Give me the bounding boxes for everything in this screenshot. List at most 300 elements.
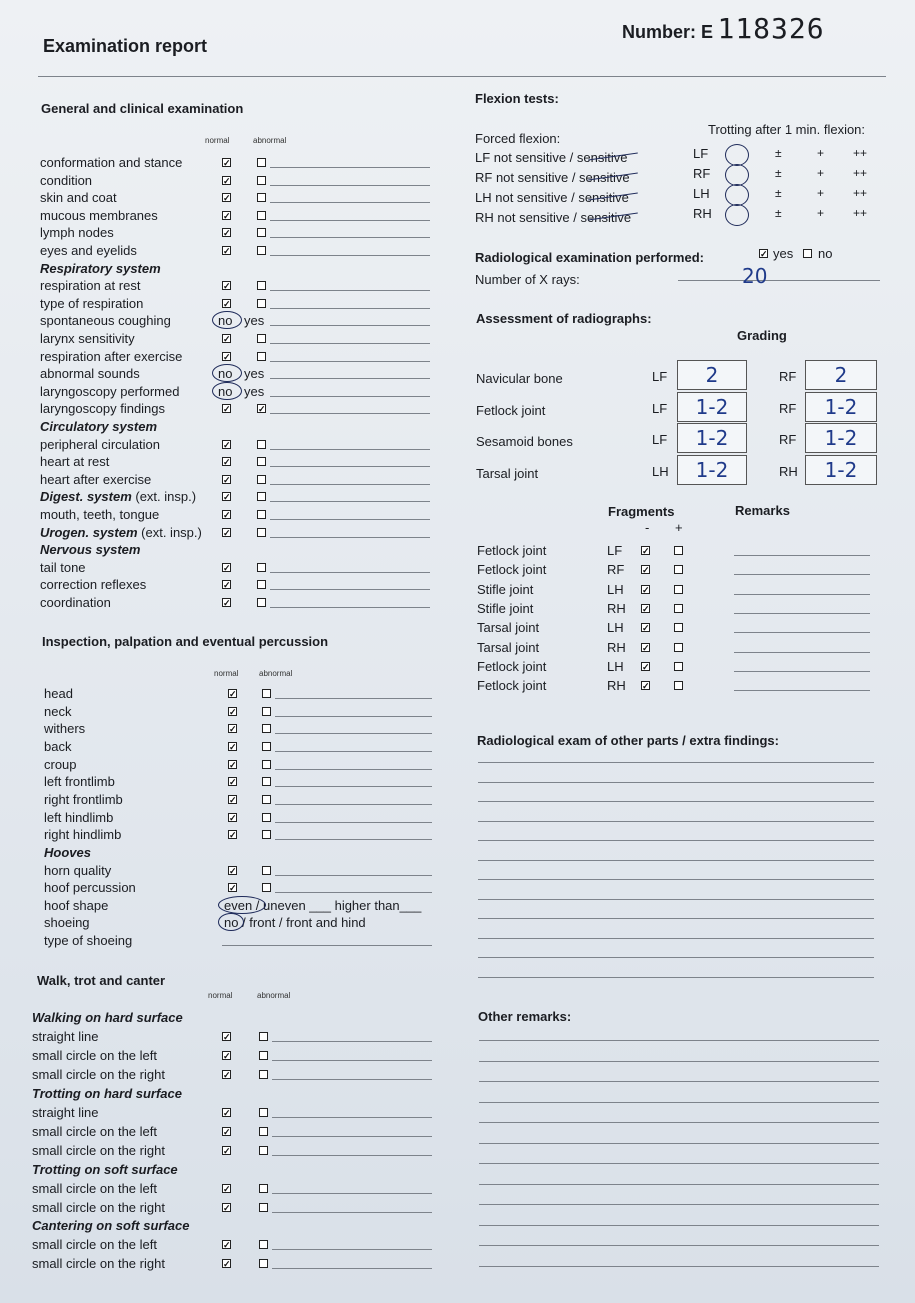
walk-item-6-abnormal-checkbox[interactable] (259, 1127, 268, 1136)
general-col-abnormal: abnormal (253, 136, 287, 145)
general-item-16-normal-checkbox[interactable] (222, 440, 231, 449)
inspection-item-10-label: horn quality (44, 862, 112, 878)
grading-row-0-left-value[interactable]: 2 (677, 360, 747, 390)
general-item-3-abnormal-checkbox[interactable] (257, 211, 266, 220)
flexion-row-1-grade-1[interactable]: ± (775, 166, 782, 180)
fragment-row-1-label: Fetlock joint (477, 562, 547, 578)
flexion-heading: Flexion tests: (475, 91, 559, 106)
header-rule (38, 76, 886, 77)
general-item-17-label: heart at rest (40, 454, 110, 470)
fragment-row-1-plus-checkbox[interactable] (674, 565, 683, 574)
number-value: 118326 (717, 12, 825, 45)
xrays-label: Number of X rays: (475, 272, 580, 287)
general-item-25-abnormal-checkbox[interactable] (257, 598, 266, 607)
general-item-10-label: larynx sensitivity (40, 331, 135, 346)
general-item-5-abnormal-checkbox[interactable] (257, 246, 266, 255)
fragment-row-4-leg: LH (607, 620, 624, 636)
grading-row-2-right-value[interactable]: 1-2 (805, 423, 877, 453)
general-item-0-normal-checkbox[interactable] (222, 158, 231, 167)
inspection-item-1-normal-checkbox[interactable] (228, 707, 237, 716)
flexion-row-2-grade-2[interactable]: + (817, 186, 825, 200)
walk-item-12-line (272, 1249, 432, 1250)
fragment-row-4-remarks-line (734, 632, 870, 633)
radiology-yes-checkbox[interactable] (759, 249, 768, 258)
grading-row-1-left-value[interactable]: 1-2 (677, 392, 747, 422)
general-item-21-abnormal-checkbox[interactable] (257, 528, 266, 537)
walk-item-3-abnormal-checkbox[interactable] (259, 1070, 268, 1079)
fragments-minus: - (645, 520, 650, 535)
flexion-row-1-grade-2[interactable]: + (817, 166, 825, 180)
general-item-18-line (270, 484, 430, 485)
inspection-item-11-line (275, 892, 432, 893)
general-item-21-normal-checkbox[interactable] (222, 528, 231, 537)
fragment-row-4-minus-checkbox[interactable] (641, 623, 650, 632)
inspection-item-8-label: right hindlimb (44, 827, 122, 843)
fragment-row-5-leg: RH (607, 639, 626, 655)
walk-heading: Walk, trot and canter (37, 973, 166, 988)
inspection-item-2-label: withers (44, 721, 86, 737)
walk-item-5-line (272, 1117, 432, 1118)
general-item-10-abnormal-checkbox[interactable] (257, 334, 266, 343)
inspection-item-1-abnormal-checkbox[interactable] (262, 707, 271, 716)
general-item-1-normal-checkbox[interactable] (222, 176, 231, 185)
other-parts-line-10[interactable] (478, 957, 874, 958)
xrays-line (678, 280, 880, 281)
general-item-8-abnormal-checkbox[interactable] (257, 299, 266, 308)
general-item-13-no-option[interactable]: no (218, 383, 233, 399)
walk-item-5-normal-checkbox[interactable] (222, 1108, 231, 1117)
walk-item-9-normal-checkbox[interactable] (222, 1184, 231, 1193)
fragment-row-7-plus-checkbox[interactable] (674, 681, 683, 690)
inspection-item-3-normal-checkbox[interactable] (228, 742, 237, 751)
report-number (622, 12, 825, 45)
general-item-13-yes-option[interactable]: yes (244, 383, 265, 399)
general-item-3-line (270, 220, 430, 221)
flexion-row-0-text: LF not sensitive / sensitive (475, 150, 628, 165)
other-remarks-line-3[interactable] (479, 1102, 879, 1103)
general-item-7-normal-checkbox[interactable] (222, 281, 231, 290)
walk-item-13-abnormal-checkbox[interactable] (259, 1259, 268, 1268)
general-item-20-line (270, 519, 430, 520)
walk-item-10-line (272, 1212, 432, 1213)
general-item-21-title: Urogen. system (40, 524, 138, 540)
general-item-16-abnormal-checkbox[interactable] (257, 440, 266, 449)
general-item-20-normal-checkbox[interactable] (222, 510, 231, 519)
grading-row-3-right-value[interactable]: 1-2 (805, 455, 877, 485)
general-item-4-abnormal-checkbox[interactable] (257, 228, 266, 237)
general-item-3-label: mucous membranes (40, 207, 158, 223)
flexion-row-3-text: RH not sensitive / sensitive (475, 210, 632, 225)
general-item-25-label: coordination (40, 595, 111, 610)
other-parts-line-4[interactable] (478, 840, 874, 841)
fragment-row-7-label: Fetlock joint (477, 678, 547, 694)
fragment-row-6-leg: LH (607, 658, 624, 674)
walk-item-7-line (272, 1155, 432, 1156)
fragment-row-0-remarks-line (734, 555, 870, 556)
general-item-24-normal-checkbox[interactable] (222, 580, 231, 589)
fragment-row-3-label: Stifle joint (477, 600, 534, 616)
walk-item-2-line (272, 1060, 432, 1061)
general-item-14-line (270, 413, 430, 414)
general-item-19-label: Digest. system (ext. insp.) (40, 489, 197, 505)
inspection-item-5-normal-checkbox[interactable] (228, 777, 237, 786)
inspection-item-10-line (275, 875, 432, 876)
other-parts-line-3[interactable] (478, 821, 874, 822)
walk-item-0-heading: Walking on hard surface (32, 1010, 183, 1025)
general-item-19-line (270, 501, 430, 502)
general-item-19-normal-checkbox[interactable] (222, 492, 231, 501)
fragments-plus: + (675, 520, 683, 535)
fragment-row-3-plus-checkbox[interactable] (674, 604, 683, 613)
inspection-item-8-normal-checkbox[interactable] (228, 830, 237, 839)
inspection-item-7-normal-checkbox[interactable] (228, 813, 237, 822)
general-item-14-label: laryngoscopy findings (40, 401, 166, 417)
fragment-row-6-plus-checkbox[interactable] (674, 662, 683, 671)
general-item-18-abnormal-checkbox[interactable] (257, 475, 266, 484)
grading-row-3-left-leg: LH (652, 463, 669, 479)
general-item-19-abnormal-checkbox[interactable] (257, 492, 266, 501)
inspection-item-10-normal-checkbox[interactable] (228, 866, 237, 875)
inspection-item-2-normal-checkbox[interactable] (228, 724, 237, 733)
general-item-12-no-option[interactable]: no (218, 366, 233, 382)
general-item-12-line (270, 378, 430, 379)
general-item-18-normal-checkbox[interactable] (222, 475, 231, 484)
flexion-row-1-text: RF not sensitive / sensitive (475, 170, 630, 185)
other-remarks-line-7[interactable] (479, 1184, 879, 1185)
inspection-item-6-label: right frontlimb (44, 791, 123, 807)
general-item-9-yes-option[interactable]: yes (244, 313, 265, 329)
general-item-24-abnormal-checkbox[interactable] (257, 580, 266, 589)
inspection-col-normal: normal (214, 669, 239, 678)
walk-item-5-label: straight line (32, 1104, 99, 1120)
walk-item-2-normal-checkbox[interactable] (222, 1051, 231, 1060)
walk-col-abnormal: abnormal (257, 991, 291, 1000)
other-parts-line-0[interactable] (478, 762, 874, 763)
flexion-row-2-grade-1[interactable]: ± (775, 186, 782, 200)
inspection-item-12-options[interactable]: even / uneven ___ higher than___ (224, 897, 422, 913)
inspection-item-0-label: head (44, 686, 73, 701)
general-item-21-line (270, 537, 430, 538)
inspection-item-0-line (275, 698, 432, 699)
general-item-11-normal-checkbox[interactable] (222, 352, 231, 361)
other-remarks-line-8[interactable] (479, 1204, 879, 1205)
fragment-row-7-minus-checkbox[interactable] (641, 681, 650, 690)
general-item-16-line (270, 449, 430, 450)
general-item-20-label: mouth, teeth, tongue (40, 507, 160, 522)
inspection-item-8-abnormal-checkbox[interactable] (262, 830, 271, 839)
flexion-row-1-leg: RF (693, 166, 711, 181)
general-item-23-line (270, 572, 430, 573)
inspection-col-abnormal: abnormal (259, 669, 293, 678)
fragment-row-5-minus-checkbox[interactable] (641, 643, 650, 652)
walk-item-9-line (272, 1193, 432, 1194)
other-remarks-line-11[interactable] (479, 1266, 879, 1267)
general-item-9-label: spontaneous coughing (40, 313, 171, 329)
walk-item-2-label: small circle on the left (32, 1047, 157, 1063)
general-item-7-abnormal-checkbox[interactable] (257, 281, 266, 290)
grading-label: Grading (737, 328, 787, 343)
fragment-row-2-plus-checkbox[interactable] (674, 585, 683, 594)
inspection-item-0-abnormal-checkbox[interactable] (262, 689, 271, 698)
general-item-16-label: peripheral circulation (40, 436, 160, 452)
inspection-heading: Inspection, palpation and eventual percussion (42, 634, 329, 649)
flexion-row-3-grade-2[interactable]: + (817, 206, 825, 220)
inspection-item-6-line (275, 804, 432, 805)
walk-item-10-label: small circle on the right (32, 1199, 165, 1215)
other-remarks-line-4[interactable] (479, 1122, 879, 1123)
inspection-item-4-line (275, 769, 432, 770)
grading-row-0-right-value[interactable]: 2 (805, 360, 877, 390)
general-item-1-line (270, 185, 430, 186)
walk-item-3-label: small circle on the right (32, 1066, 165, 1082)
inspection-item-14-label: type of shoeing (44, 933, 133, 949)
inspection-item-2-abnormal-checkbox[interactable] (262, 724, 271, 733)
grading-row-0-label: Navicular bone (476, 371, 563, 386)
walk-item-13-line (272, 1268, 432, 1269)
walk-item-6-label: small circle on the left (32, 1123, 157, 1139)
general-item-12-label: abnormal sounds (40, 366, 140, 382)
walk-item-1-abnormal-checkbox[interactable] (259, 1032, 268, 1041)
general-item-1-abnormal-checkbox[interactable] (257, 176, 266, 185)
other-parts-line-8[interactable] (478, 918, 874, 919)
general-item-14-normal-checkbox[interactable] (222, 404, 231, 413)
other-parts-line-6[interactable] (478, 879, 874, 880)
inspection-item-12-label: hoof shape (44, 897, 109, 913)
general-item-18-label: heart after exercise (40, 471, 152, 487)
other-parts-line-1[interactable] (478, 782, 874, 783)
fragment-row-1-minus-checkbox[interactable] (641, 565, 650, 574)
fragment-row-1-remarks-line (734, 574, 870, 575)
general-heading: General and clinical examination (41, 101, 244, 116)
flexion-row-0-grade-2[interactable]: + (817, 146, 825, 160)
walk-item-5-abnormal-checkbox[interactable] (259, 1108, 268, 1117)
general-item-12-no-circle (212, 364, 242, 382)
other-remarks-line-5[interactable] (479, 1143, 879, 1144)
fragment-row-4-plus-checkbox[interactable] (674, 623, 683, 632)
grading-row-3-left-value[interactable]: 1-2 (677, 455, 747, 485)
walk-item-13-normal-checkbox[interactable] (222, 1259, 231, 1268)
grading-row-3-label: Tarsal joint (476, 465, 539, 481)
walk-item-2-abnormal-checkbox[interactable] (259, 1051, 268, 1060)
general-item-17-abnormal-checkbox[interactable] (257, 457, 266, 466)
grading-row-0-right-leg: RF (779, 369, 797, 384)
inspection-item-8-line (275, 839, 432, 840)
general-item-9-line (270, 325, 430, 326)
grading-row-2-right-leg: RF (779, 432, 797, 447)
general-item-17-normal-checkbox[interactable] (222, 457, 231, 466)
inspection-item-4-normal-checkbox[interactable] (228, 760, 237, 769)
general-item-2-abnormal-checkbox[interactable] (257, 193, 266, 202)
other-parts-line-11[interactable] (478, 977, 874, 978)
inspection-item-3-line (275, 751, 432, 752)
other-remarks-line-9[interactable] (479, 1225, 879, 1226)
general-item-17-line (270, 466, 430, 467)
general-item-0-label: conformation and stance (40, 155, 183, 170)
general-item-4-normal-checkbox[interactable] (222, 228, 231, 237)
general-item-23-normal-checkbox[interactable] (222, 563, 231, 572)
fragment-row-7-remarks-line (734, 690, 870, 691)
walk-item-13-label: small circle on the right (32, 1256, 165, 1272)
walk-item-1-line (272, 1041, 432, 1042)
general-item-19-title: Digest. system (40, 489, 132, 505)
inspection-item-13-options[interactable]: no / front / front and hind (224, 915, 366, 931)
grading-row-2-left-value[interactable]: 1-2 (677, 423, 747, 453)
general-item-2-normal-checkbox[interactable] (222, 193, 231, 202)
fragment-row-5-plus-checkbox[interactable] (674, 643, 683, 652)
general-item-9-no-option[interactable]: no (218, 313, 233, 329)
fragment-row-3-remarks-line (734, 613, 870, 614)
general-item-20-abnormal-checkbox[interactable] (257, 510, 266, 519)
flexion-row-2-grade-0-circle[interactable] (725, 184, 749, 206)
inspection-item-4-abnormal-checkbox[interactable] (262, 760, 271, 769)
inspection-item-6-normal-checkbox[interactable] (228, 795, 237, 804)
general-item-5-line (270, 255, 430, 256)
flexion-row-1-grade-0-circle[interactable] (725, 164, 749, 186)
general-item-24-label: correction reflexes (40, 577, 147, 593)
radiology-no-checkbox[interactable] (803, 249, 812, 258)
general-item-8-normal-checkbox[interactable] (222, 299, 231, 308)
grading-row-1-label: Fetlock joint (476, 402, 546, 418)
other-parts-line-5[interactable] (478, 860, 874, 861)
general-item-13-no-circle (212, 382, 242, 400)
inspection-item-1-line (275, 716, 432, 717)
other-parts-line-9[interactable] (478, 938, 874, 939)
inspection-item-11-abnormal-checkbox[interactable] (262, 883, 271, 892)
general-item-4-label: lymph nodes (40, 225, 114, 241)
xrays-value: 20 (742, 264, 768, 288)
inspection-item-10-abnormal-checkbox[interactable] (262, 866, 271, 875)
flexion-row-0-grade-1[interactable]: ± (775, 146, 782, 160)
general-item-5-normal-checkbox[interactable] (222, 246, 231, 255)
flexion-row-1-grade-3[interactable]: ++ (853, 166, 868, 180)
walk-item-4-heading: Trotting on hard surface (32, 1085, 182, 1101)
general-col-normal: normal (205, 136, 230, 145)
walk-item-8-heading: Trotting on soft surface (32, 1161, 178, 1177)
grading-row-0-left-leg: LF (652, 369, 668, 384)
general-item-13-line (270, 396, 430, 397)
general-item-3-normal-checkbox[interactable] (222, 211, 231, 220)
number-label: Number: E (622, 22, 714, 42)
flexion-row-0-grade-0-circle[interactable] (725, 144, 749, 166)
general-item-23-abnormal-checkbox[interactable] (257, 563, 266, 572)
walk-item-7-normal-checkbox[interactable] (222, 1146, 231, 1155)
general-item-2-label: skin and coat (40, 190, 117, 206)
report-title: Examination report (43, 36, 208, 56)
walk-item-11-heading: Cantering on soft surface (32, 1218, 190, 1234)
other-remarks-line-10[interactable] (479, 1245, 879, 1246)
other-remarks-line-6[interactable] (479, 1163, 879, 1164)
assessment-heading: Assessment of radiographs: (476, 311, 652, 326)
fragment-row-2-minus-checkbox[interactable] (641, 585, 650, 594)
fragment-row-0-label: Fetlock joint (477, 543, 547, 558)
walk-item-9-abnormal-checkbox[interactable] (259, 1184, 268, 1193)
general-item-8-line (270, 308, 430, 309)
inspection-item-12-circle (218, 896, 266, 914)
walk-item-1-normal-checkbox[interactable] (222, 1032, 231, 1041)
walk-item-10-normal-checkbox[interactable] (222, 1203, 231, 1212)
other-parts-line-7[interactable] (478, 899, 874, 900)
fragment-row-0-plus-checkbox[interactable] (674, 546, 683, 555)
fragment-row-2-remarks-line (734, 594, 870, 595)
fragment-row-3-minus-checkbox[interactable] (641, 604, 650, 613)
other-remarks-line-1[interactable] (479, 1061, 879, 1062)
walk-item-1-label: straight line (32, 1028, 99, 1044)
walk-item-7-abnormal-checkbox[interactable] (259, 1146, 268, 1155)
other-parts-line-2[interactable] (478, 801, 874, 802)
general-item-14-abnormal-checkbox[interactable] (257, 404, 266, 413)
flexion-row-0-grade-3[interactable]: ++ (853, 146, 868, 160)
inspection-item-13-label: shoeing (44, 915, 90, 931)
inspection-item-7-label: left hindlimb (44, 809, 114, 825)
walk-item-12-abnormal-checkbox[interactable] (259, 1240, 268, 1249)
walk-item-12-normal-checkbox[interactable] (222, 1240, 231, 1249)
general-item-11-label: respiration after exercise (40, 348, 183, 364)
general-item-25-normal-checkbox[interactable] (222, 598, 231, 607)
remarks-label: Remarks (735, 503, 790, 518)
walk-item-3-normal-checkbox[interactable] (222, 1070, 231, 1079)
fragment-row-5-remarks-line (734, 652, 870, 653)
inspection-item-7-abnormal-checkbox[interactable] (262, 813, 271, 822)
inspection-item-7-line (275, 822, 432, 823)
inspection-item-11-normal-checkbox[interactable] (228, 883, 237, 892)
general-item-10-normal-checkbox[interactable] (222, 334, 231, 343)
general-item-13-label: laryngoscopy performed (40, 383, 180, 399)
inspection-item-3-abnormal-checkbox[interactable] (262, 742, 271, 751)
grading-row-1-right-leg: RF (779, 400, 797, 416)
grading-row-1-right-value[interactable]: 1-2 (805, 392, 877, 422)
walk-item-10-abnormal-checkbox[interactable] (259, 1203, 268, 1212)
general-item-7-line (270, 290, 430, 291)
inspection-item-5-label: left frontlimb (44, 774, 115, 790)
grading-row-1-left-leg: LF (652, 400, 668, 416)
general-item-0-abnormal-checkbox[interactable] (257, 158, 266, 167)
flexion-row-3-grade-1[interactable]: ± (775, 206, 782, 220)
fragment-row-7-leg: RH (607, 678, 626, 694)
general-item-9-no-circle (212, 311, 242, 329)
fragment-row-0-minus-checkbox[interactable] (641, 546, 650, 555)
other-remarks-line-2[interactable] (479, 1081, 879, 1082)
grading-row-3-right-leg: RH (779, 463, 798, 479)
flexion-row-2-grade-3[interactable]: ++ (853, 186, 868, 200)
inspection-item-14-line (222, 945, 432, 946)
walk-item-6-line (272, 1136, 432, 1137)
general-item-1-label: condition (40, 172, 93, 188)
general-item-4-line (270, 237, 430, 238)
walk-item-3-line (272, 1079, 432, 1080)
trotting-header: Trotting after 1 min. flexion: (708, 122, 866, 137)
inspection-item-0-normal-checkbox[interactable] (228, 689, 237, 698)
general-item-11-abnormal-checkbox[interactable] (257, 352, 266, 361)
inspection-item-5-abnormal-checkbox[interactable] (262, 777, 271, 786)
flexion-row-3-grade-0-circle[interactable] (725, 204, 749, 226)
inspection-item-11-label: hoof percussion (44, 880, 136, 896)
general-item-25-line (270, 607, 430, 608)
other-remarks-line-0[interactable] (479, 1040, 879, 1041)
fragment-row-6-minus-checkbox[interactable] (641, 662, 650, 671)
general-item-21-label: Urogen. system (ext. insp.) (40, 524, 202, 540)
walk-item-6-normal-checkbox[interactable] (222, 1127, 231, 1136)
flexion-row-3-grade-3[interactable]: ++ (853, 206, 868, 220)
general-item-7-label: respiration at rest (40, 278, 141, 294)
inspection-item-5-line (275, 786, 432, 787)
other-parts-heading: Radiological exam of other parts / extra findings: (477, 733, 779, 748)
general-item-12-yes-option[interactable]: yes (244, 366, 265, 382)
walk-item-9-label: small circle on the left (32, 1180, 157, 1196)
fragment-row-2-label: Stifle joint (477, 581, 534, 597)
walk-item-12-label: small circle on the left (32, 1237, 157, 1253)
inspection-item-6-abnormal-checkbox[interactable] (262, 795, 271, 804)
grading-row-2-left-leg: LF (652, 432, 668, 447)
